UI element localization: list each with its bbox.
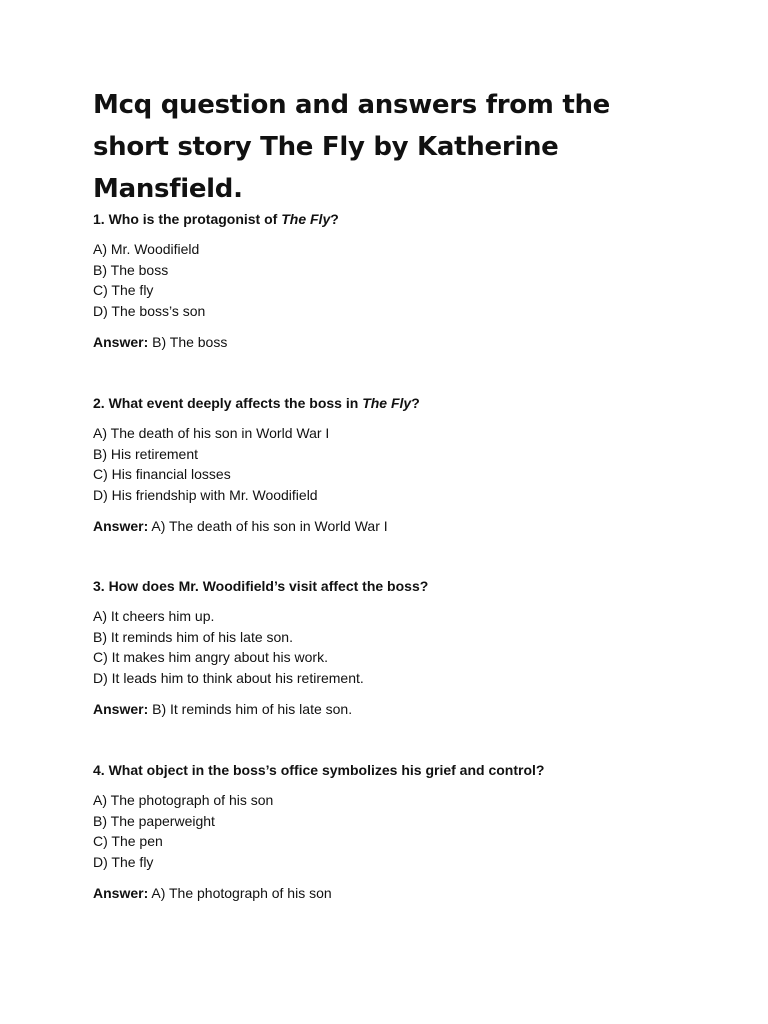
question-text bbox=[93, 576, 693, 596]
option-d: D) His friendship with Mr. Woodifield bbox=[93, 487, 318, 504]
option-a: A) The photograph of his son bbox=[93, 792, 274, 808]
answer-label: Answer: bbox=[93, 700, 149, 717]
question-text bbox=[93, 760, 693, 780]
question-title-emphasis: The Fly bbox=[362, 395, 412, 411]
option-list bbox=[93, 790, 693, 873]
question-prefix: 4. What object in the boss’s office symbolizes his grief and control? bbox=[93, 762, 545, 778]
question-title-emphasis: The Fly bbox=[281, 211, 331, 227]
option-d: D) It leads him to think about his retirement. bbox=[93, 670, 364, 687]
question-block-2 bbox=[93, 393, 693, 536]
answer-value: B) The boss bbox=[152, 333, 228, 350]
document-title: Mcq question and answers from the short story The Fly by Katherine Mansfield. bbox=[93, 90, 611, 204]
question-suffix: ? bbox=[411, 395, 420, 411]
option-a: A) Mr. Woodifield bbox=[93, 241, 200, 257]
question-text bbox=[93, 209, 693, 229]
question-prefix: 1. Who is the protagonist of bbox=[93, 211, 282, 227]
option-b: B) His retirement bbox=[93, 445, 199, 462]
option-list bbox=[93, 239, 693, 322]
option-b: B) The boss bbox=[93, 261, 169, 278]
option-b: B) It reminds him of his late son. bbox=[93, 628, 293, 645]
answer-line bbox=[93, 332, 693, 352]
option-c: C) His financial losses bbox=[93, 466, 231, 483]
answer-line bbox=[93, 883, 693, 903]
option-c: C) The pen bbox=[93, 833, 163, 850]
answer-label: Answer: bbox=[93, 517, 149, 534]
answer-line bbox=[93, 516, 693, 536]
option-a: A) It cheers him up. bbox=[93, 608, 215, 624]
answer-value: A) The photograph of his son bbox=[151, 884, 332, 901]
option-c: C) It makes him angry about his work. bbox=[93, 649, 328, 666]
question-block-3 bbox=[93, 576, 693, 719]
option-b: B) The paperweight bbox=[93, 812, 215, 829]
question-prefix: 2. What event deeply affects the boss in bbox=[93, 395, 363, 411]
question-block-1 bbox=[93, 209, 693, 352]
question-block-4 bbox=[93, 760, 693, 903]
option-a: A) The death of his son in World War I bbox=[93, 425, 330, 441]
question-suffix: ? bbox=[330, 211, 339, 227]
question-text bbox=[93, 393, 693, 413]
answer-line bbox=[93, 699, 693, 719]
answer-label: Answer: bbox=[93, 884, 149, 901]
answer-value: A) The death of his son in World War I bbox=[151, 517, 388, 534]
question-prefix: 3. How does Mr. Woodifield’s visit affect the boss? bbox=[93, 578, 429, 594]
option-list bbox=[93, 606, 693, 689]
option-c: C) The fly bbox=[93, 282, 154, 299]
answer-label: Answer: bbox=[93, 333, 149, 350]
option-d: D) The fly bbox=[93, 854, 154, 871]
option-d: D) The boss’s son bbox=[93, 303, 206, 320]
answer-value: B) It reminds him of his late son. bbox=[152, 700, 353, 717]
document-page bbox=[93, 84, 693, 901]
option-list bbox=[93, 423, 693, 506]
